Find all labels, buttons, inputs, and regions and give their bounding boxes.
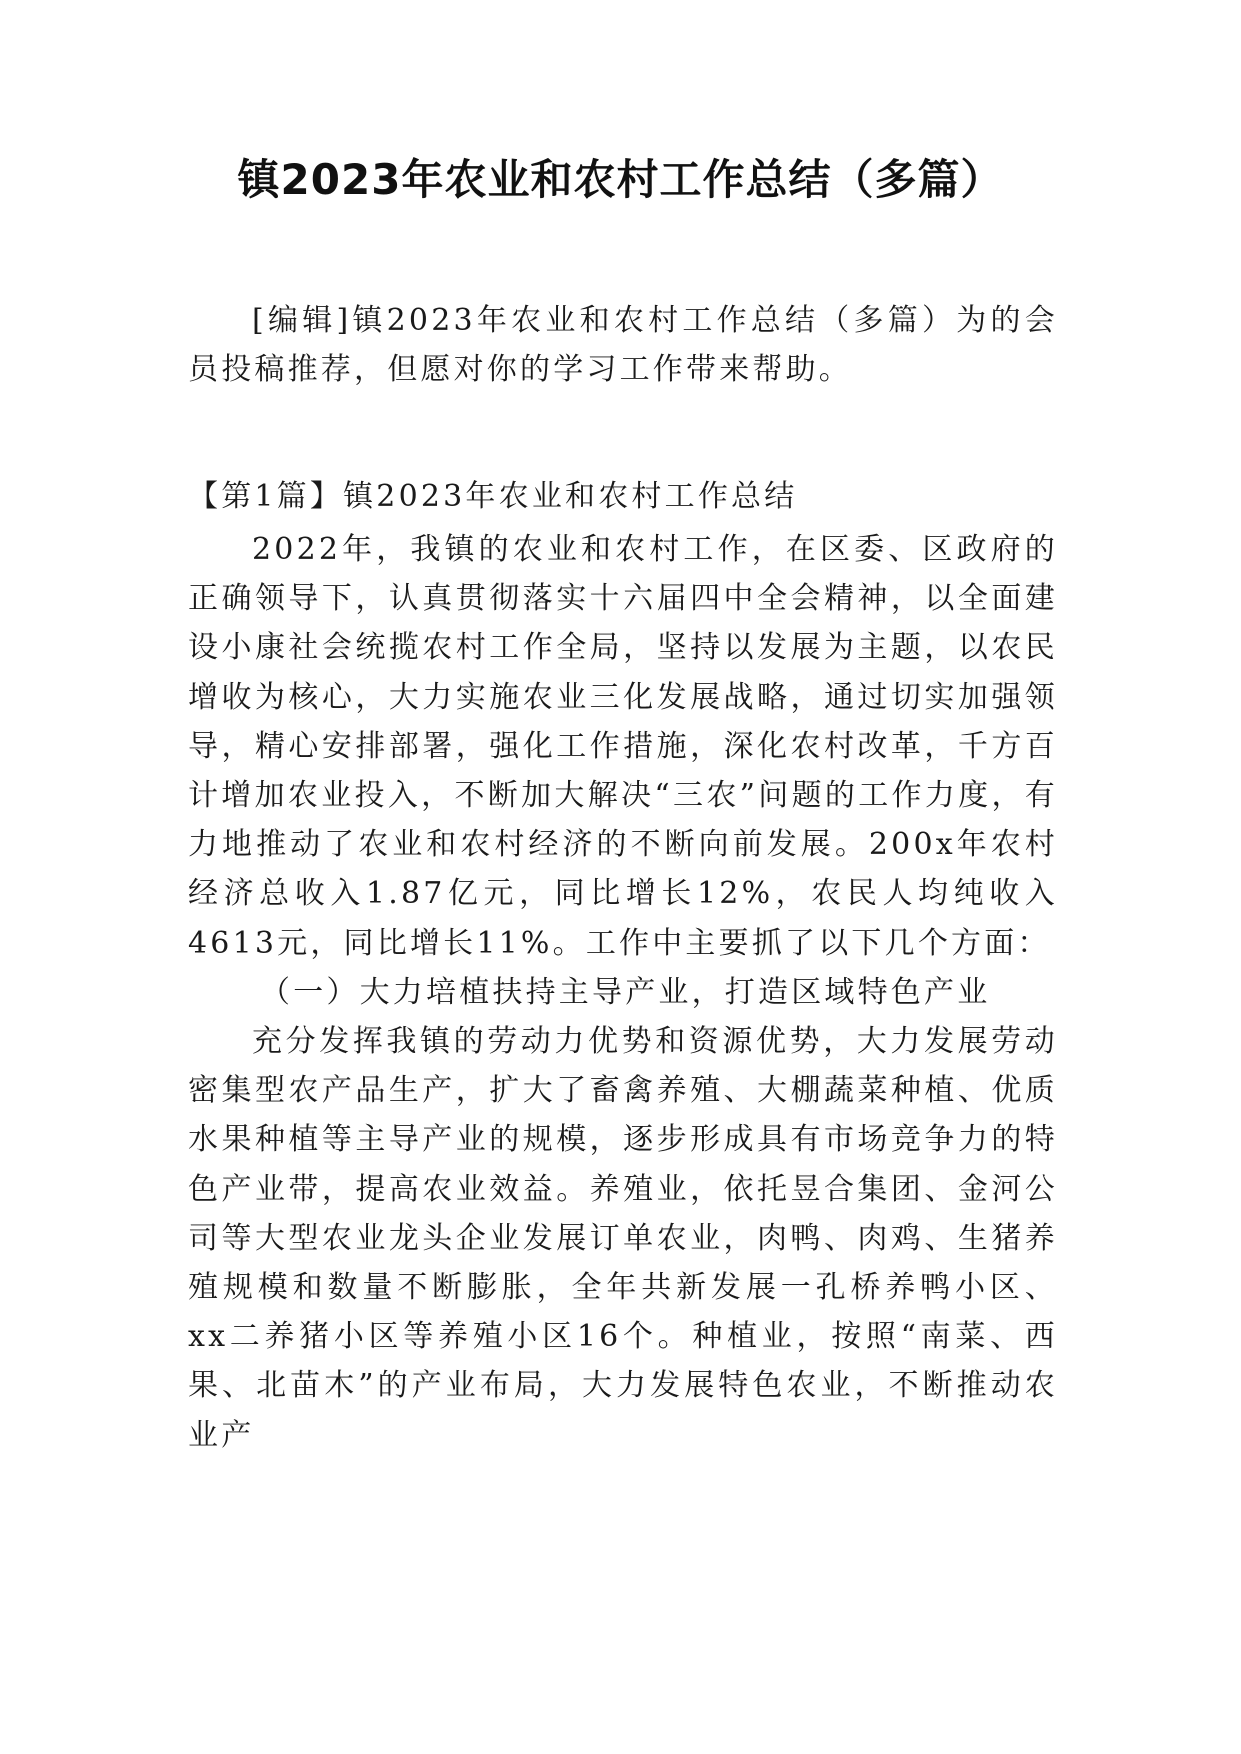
section-heading-text: 【第1篇】镇2023年农业和农村工作总结	[188, 479, 798, 514]
intro-paragraph	[188, 296, 1058, 394]
body-paragraph: 2022年，我镇的农业和农村工作，在区委、区政府的正确领导下，认真贯彻落实十六届四中全会精神，以全面建设小康社会统揽农村工作全局，坚持以发展为主题，以农民增收为核心，大力实施农业三化发展战略，通过切实加强领导，精心安排部署，强化工作措施，深化农村改革，千方百计增加农业投入，不断加大解决“三农”问题的工作力度，有力地推动了农业和农村经济的不断向前发展。200x年农村经济总收入1.87亿元，同比增长12%，农民人均纯收入4613元，同比增长11%。工作中主要抓了以下几个方面：	[188, 532, 1058, 961]
section-heading	[188, 472, 1058, 521]
document-title: 镇2023年农业和农村工作总结（多篇）	[237, 155, 1004, 204]
subsection-heading: （一）大力培植扶持主导产业，打造区域特色产业	[260, 974, 991, 1010]
intro-text: [编辑]镇2023年农业和农村工作总结（多篇）为的会员投稿推荐，但愿对你的学习工作带来帮助。	[188, 303, 1058, 388]
section-body	[188, 525, 1058, 1460]
body-paragraph: 充分发挥我镇的劳动力优势和资源优势，大力发展劳动密集型农产品生产，扩大了畜禽养殖、大棚蔬菜种植、优质水果种植等主导产业的规模，逐步形成具有市场竞争力的特色产业带，提高农业效益。养殖业，依托昱合集团、金河公司等大型农业龙头企业发展订单农业，肉鸭、肉鸡、生猪养殖规模和数量不断膨胀，全年共新发展一孔桥养鸭小区、xx二养猪小区等养殖小区16个。种植业，按照“南菜、西果、北苗木”的产业布局，大力发展特色农业，不断推动农业产	[188, 1024, 1058, 1453]
